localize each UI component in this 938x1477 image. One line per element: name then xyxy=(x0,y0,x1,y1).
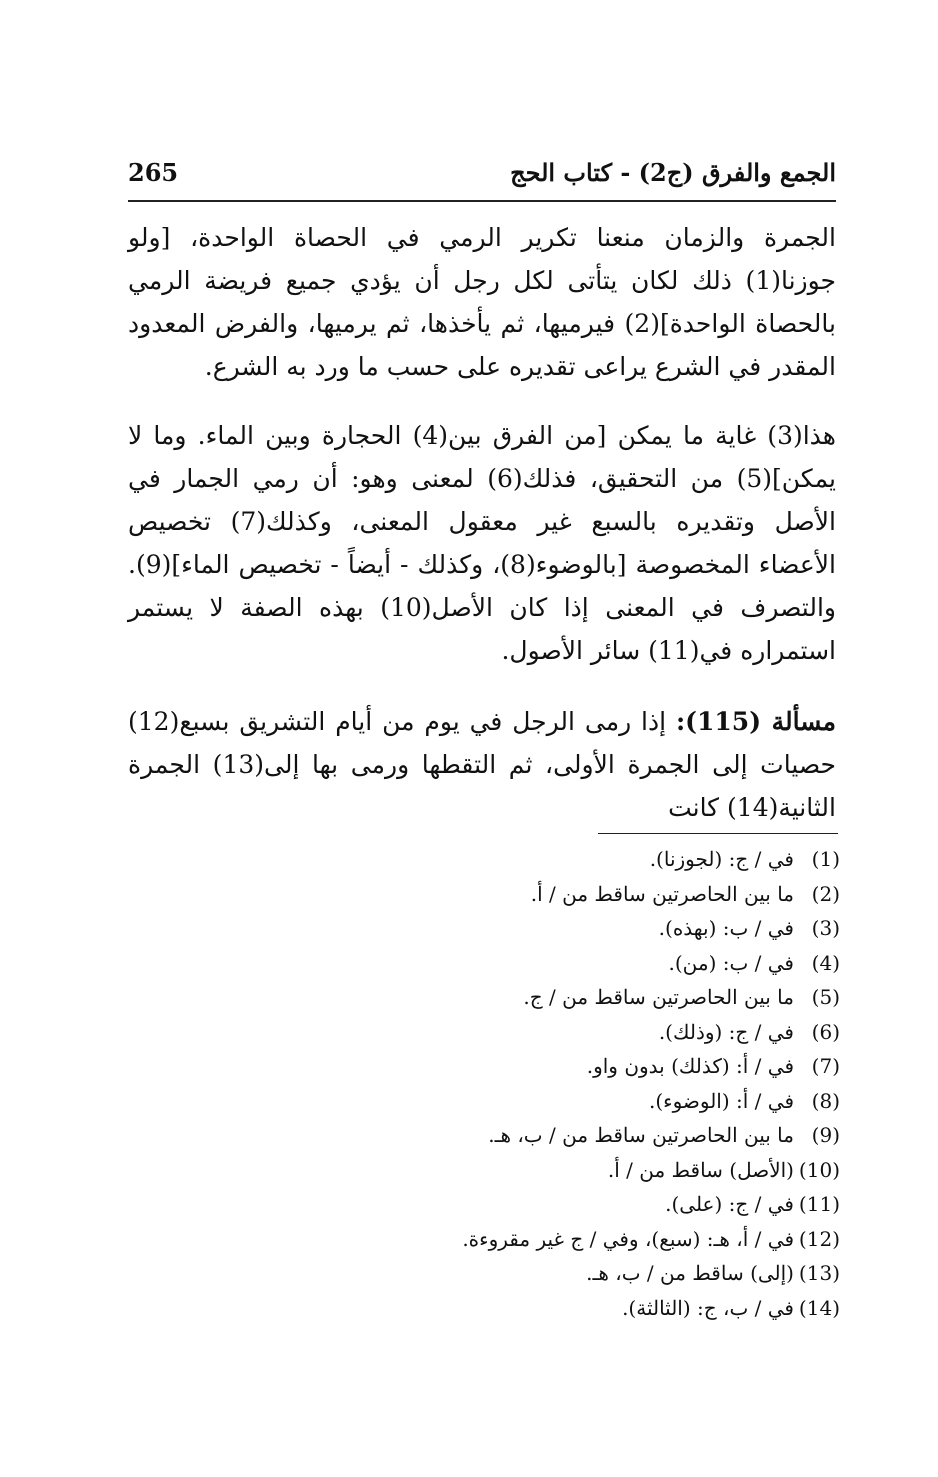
masala-label: مسألة (115): xyxy=(675,707,836,736)
paragraph-text: إذا رمى الرجل في يوم من أيام التشريق بسبع(12) حصيات إلى الجمرة الأولى، ثم التقطها ورمى بها إلى(13) الجمرة الثانية(14) كانت xyxy=(128,707,836,822)
footnote xyxy=(280,1049,840,1084)
paragraph-text: هذا(3) غاية ما يمكن [من الفرق بين(4) الحجارة وبين الماء. وما لا يمكن](5) من التحقيق، فذلك(6) لمعنى وهو: أن رمي الجمار في الأصل وتقديره بالسبع غير معقول المعنى، وكذلك(7) تخصيص الأعضاء المخصوصة [بالوضوء(8)، وكذلك - أيضاً - تخصيص الماء](9). والتصرف في المعنى إذا كان الأصل(10) بهذه الصفة لا يستمر استمراره في(11) سائر الأصول. xyxy=(128,421,836,665)
masala-paragraph xyxy=(128,700,836,829)
running-header xyxy=(128,158,836,198)
footnote-text: في / أ: (الوضوء). xyxy=(649,1088,794,1113)
header-rule xyxy=(128,200,836,202)
footnote xyxy=(280,1015,840,1050)
footnote-text: في / ب: (من). xyxy=(668,950,794,975)
footnote xyxy=(280,1187,840,1222)
footnote-text: ما بين الحاصرتين ساقط من / أ. xyxy=(530,881,794,906)
footnote-number: (8) xyxy=(811,1088,840,1113)
running-title: الجمع والفرق (ج2) - كتاب الحج xyxy=(510,158,836,187)
footnote-number: (10) xyxy=(798,1157,840,1182)
footnote-text: في / أ: (كذلك) بدون واو. xyxy=(586,1054,794,1078)
footnote-text: في / ب، ج: (الثالثة). xyxy=(622,1295,794,1320)
footnote xyxy=(280,1256,840,1291)
footnote-text: (إلى) ساقط من / ب، هـ. xyxy=(586,1261,794,1285)
footnote xyxy=(280,1153,840,1188)
footnote xyxy=(280,877,840,912)
footnote xyxy=(280,1084,840,1119)
footnote-text: في / أ، هـ: (سبع)، وفي / ج غير مقروءة. xyxy=(462,1226,794,1251)
footnote-text: ما بين الحاصرتين ساقط من / ج. xyxy=(523,985,794,1009)
footnote xyxy=(280,842,840,877)
footnote-number: (5) xyxy=(811,985,840,1009)
footnote xyxy=(280,1291,840,1326)
footnote xyxy=(280,980,840,1015)
footnote-text: في / ج: (وذلك). xyxy=(658,1019,794,1044)
paragraph xyxy=(128,216,836,388)
footnote-number: (13) xyxy=(798,1261,840,1285)
footnote-text: في / ب: (بهذه). xyxy=(658,916,794,940)
footnote-number: (6) xyxy=(811,1019,840,1044)
footnote xyxy=(280,1118,840,1153)
footnote-number: (12) xyxy=(798,1226,840,1251)
footnote-number: (1) xyxy=(811,847,840,871)
footnote-text: (الأصل) ساقط من / أ. xyxy=(607,1157,794,1182)
footnote xyxy=(280,946,840,981)
footnote-separator xyxy=(598,833,838,834)
page-number: 265 xyxy=(128,158,179,187)
paragraph-text: الجمرة والزمان منعنا تكرير الرمي في الحصاة الواحدة، [ولو جوزنا(1) ذلك لكان يتأتى لكل رجل أن يؤدي جميع فريضة الرمي بالحصاة الواحدة](2) فيرميها، ثم يأخذها، ثم يرميها، والفرض المعدود المقدر في الشرع يراعى تقديره على حسب ما ورد به الشرع. xyxy=(128,223,836,381)
footnote-number: (11) xyxy=(798,1192,840,1216)
footnote-number: (7) xyxy=(811,1054,840,1078)
footnote-number: (9) xyxy=(811,1123,840,1147)
footnote xyxy=(280,911,840,946)
main-text xyxy=(128,216,836,829)
footnote xyxy=(280,1222,840,1257)
footnote-text: في / ج: (على). xyxy=(665,1192,794,1216)
footnote-text: ما بين الحاصرتين ساقط من / ب، هـ. xyxy=(488,1123,794,1147)
footnote-number: (4) xyxy=(811,950,840,975)
paragraph xyxy=(128,414,836,672)
footnote-number: (2) xyxy=(811,881,840,906)
footnote-number: (3) xyxy=(811,916,840,940)
footnote-number: (14) xyxy=(798,1295,840,1320)
footnote-text: في / ج: (لجوزنا). xyxy=(649,847,794,871)
footnotes xyxy=(280,842,840,1325)
